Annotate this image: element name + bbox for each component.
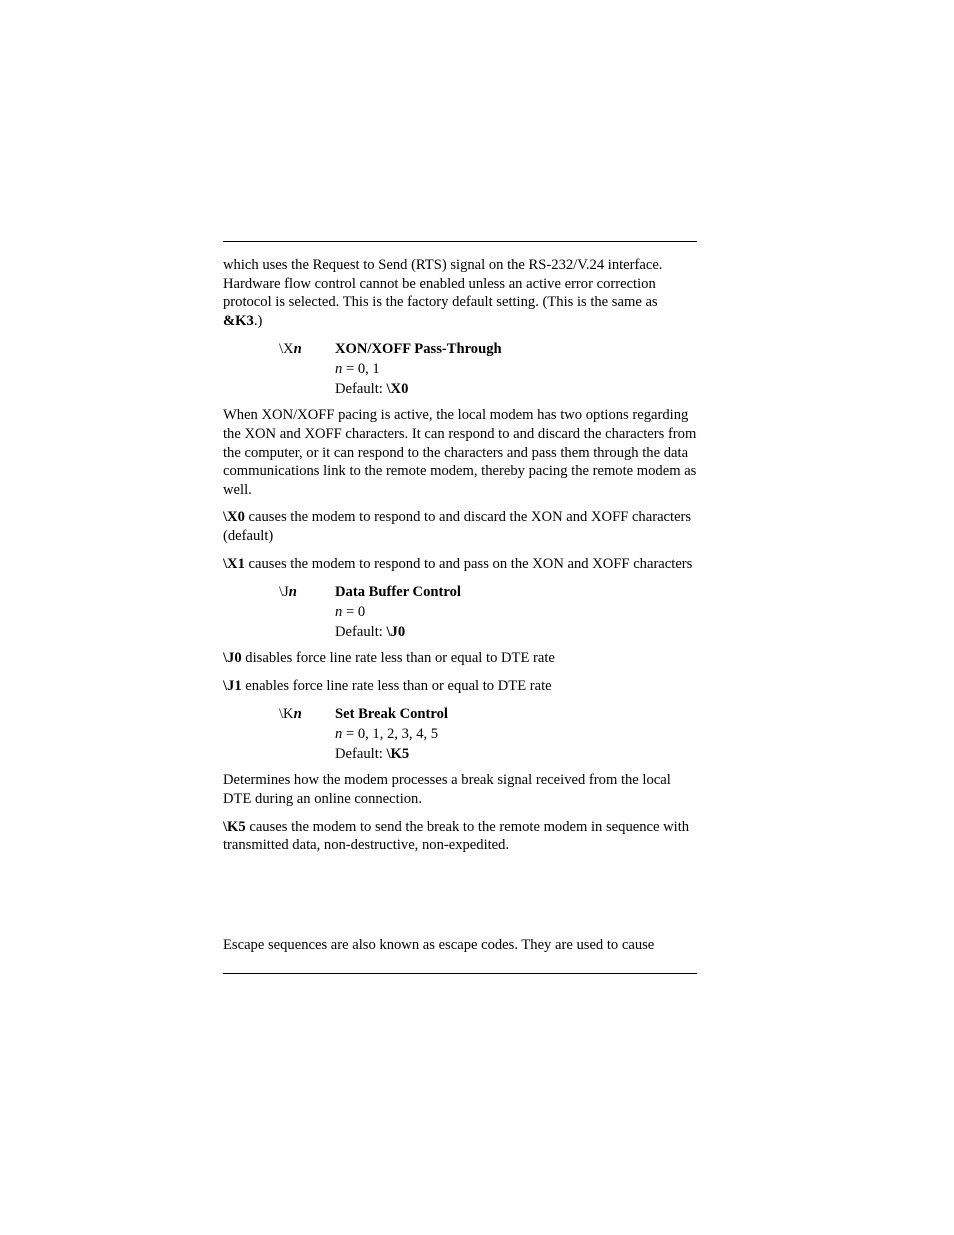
page-body bbox=[223, 256, 697, 864]
command-info bbox=[335, 339, 502, 399]
command-range: n = 0, 1 bbox=[335, 361, 380, 378]
command-code: \Jn bbox=[279, 584, 297, 601]
x1-description: \X1 causes the modem to respond to and pass on the XON and XOFF characters bbox=[223, 555, 693, 572]
command-title: Set Break Control bbox=[335, 706, 448, 723]
command-j bbox=[223, 582, 697, 640]
k5-description: \K5 causes the modem to send the break to the remote modem in sequence with transmitted data, non-destructive, non-expedited. bbox=[223, 818, 690, 854]
command-title: XON/XOFF Pass-Through bbox=[335, 341, 502, 358]
command-code: \Kn bbox=[279, 706, 302, 723]
j1-description: \J1 enables force line rate less than or equal to DTE rate bbox=[223, 677, 552, 694]
intro-text: which uses the Request to Send (RTS) signal on the RS-232/V.24 interface. Hardware flow control cannot be enabled unless an active error correction protocol is selected. This is the factory default setting. (This is the same as bbox=[223, 257, 663, 311]
command-title: Data Buffer Control bbox=[335, 584, 461, 601]
command-code: \Xn bbox=[279, 341, 302, 358]
intro-tail: .) bbox=[253, 312, 263, 329]
command-x bbox=[223, 339, 697, 397]
xon-description: When XON/XOFF pacing is active, the local modem has two options regarding the XON and XOFF characters. It can respond to and discard the characters from the computer, or it can respond to the characters and pass them through the data communications link to the remote modem, thereby pacing the remote modem as well. bbox=[223, 407, 697, 498]
command-k bbox=[223, 704, 697, 762]
break-description: Determines how the modem processes a break signal received from the local DTE during an online connection. bbox=[223, 772, 671, 807]
command-default: Default: \J0 bbox=[335, 624, 406, 641]
command-default: Default: \K5 bbox=[335, 746, 410, 763]
j0-description: \J0 disables force line rate less than or equal to DTE rate bbox=[223, 650, 555, 667]
intro-paragraph bbox=[223, 256, 697, 330]
x0-description: \X0 causes the modem to respond to and discard the XON and XOFF characters (default) bbox=[223, 509, 692, 544]
command-info bbox=[335, 704, 448, 764]
command-default: Default: \X0 bbox=[335, 381, 409, 398]
command-info bbox=[335, 582, 461, 642]
command-range: n = 0, 1, 2, 3, 4, 5 bbox=[335, 726, 439, 743]
intro-ref: &K3 bbox=[223, 312, 254, 329]
escape-sequences-line: Escape sequences are also known as escape codes. They are used to cause bbox=[223, 937, 655, 953]
command-range: n = 0 bbox=[335, 604, 366, 621]
top-rule bbox=[223, 241, 697, 242]
bottom-rule bbox=[223, 973, 697, 974]
